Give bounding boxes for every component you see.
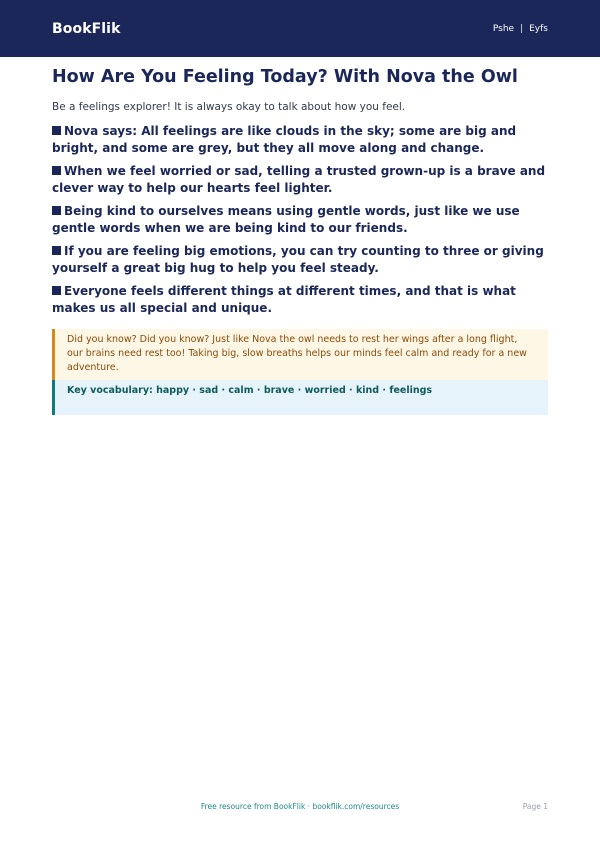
- square-bullet-icon: [52, 166, 61, 175]
- tag-separator: |: [520, 23, 524, 34]
- page-title: How Are You Feeling Today? With Nova the Owl: [52, 67, 518, 87]
- list-item-text: Everyone feels different things at different times, and that is what makes us all special and unique.: [52, 284, 516, 315]
- intro-text: Be a feelings explorer! It is always okay to talk about how you feel.: [52, 101, 406, 113]
- square-bullet-icon: [52, 286, 61, 295]
- list-item: [52, 283, 548, 317]
- page-footer: [52, 802, 548, 814]
- page-number: Page 1: [522, 802, 548, 811]
- brand-logo[interactable]: BookFlik: [52, 20, 121, 37]
- tag-subject: Pshe: [492, 23, 515, 34]
- list-item: [52, 243, 548, 277]
- subject-tags: [493, 24, 548, 34]
- square-bullet-icon: [52, 246, 61, 255]
- top-bar: [0, 0, 600, 57]
- list-item: [52, 163, 548, 197]
- list-item-text: When we feel worried or sad, telling a trusted grown-up is a brave and clever way to help our hearts feel lighter.: [52, 164, 546, 195]
- square-bullet-icon: [52, 126, 61, 135]
- key-points-list: [52, 123, 548, 317]
- key-vocabulary-box: [52, 380, 548, 415]
- footer-credit-link[interactable]: Free resource from BookFlik · bookflik.com/resources: [200, 802, 400, 811]
- list-item-text: If you are feeling big emotions, you can try counting to three or giving yourself a great big hug to help you feel steady.: [52, 244, 544, 275]
- list-item-text: Being kind to ourselves means using gentle words, just like we use gentle words when we are being kind to our friends.: [52, 204, 520, 235]
- vocabulary-text: Key vocabulary: happy · sad · calm · brave · worried · kind · feelings: [67, 385, 433, 396]
- did-you-know-callout: [52, 329, 548, 380]
- square-bullet-icon: [52, 206, 61, 215]
- list-item: [52, 203, 548, 237]
- worksheet-body: [52, 66, 548, 415]
- list-item-text: Nova says: All feelings are like clouds in the sky; some are big and bright, and some are grey, but they all move along and change.: [52, 124, 517, 155]
- list-item: [52, 123, 548, 157]
- tag-stage: Eyfs: [529, 23, 548, 34]
- callout-text: Did you know? Did you know? Just like Nova the owl needs to rest her wings after a long flight, our brains need rest too! Taking big, slow breaths helps our minds feel calm and ready for a new adventure.: [67, 334, 527, 373]
